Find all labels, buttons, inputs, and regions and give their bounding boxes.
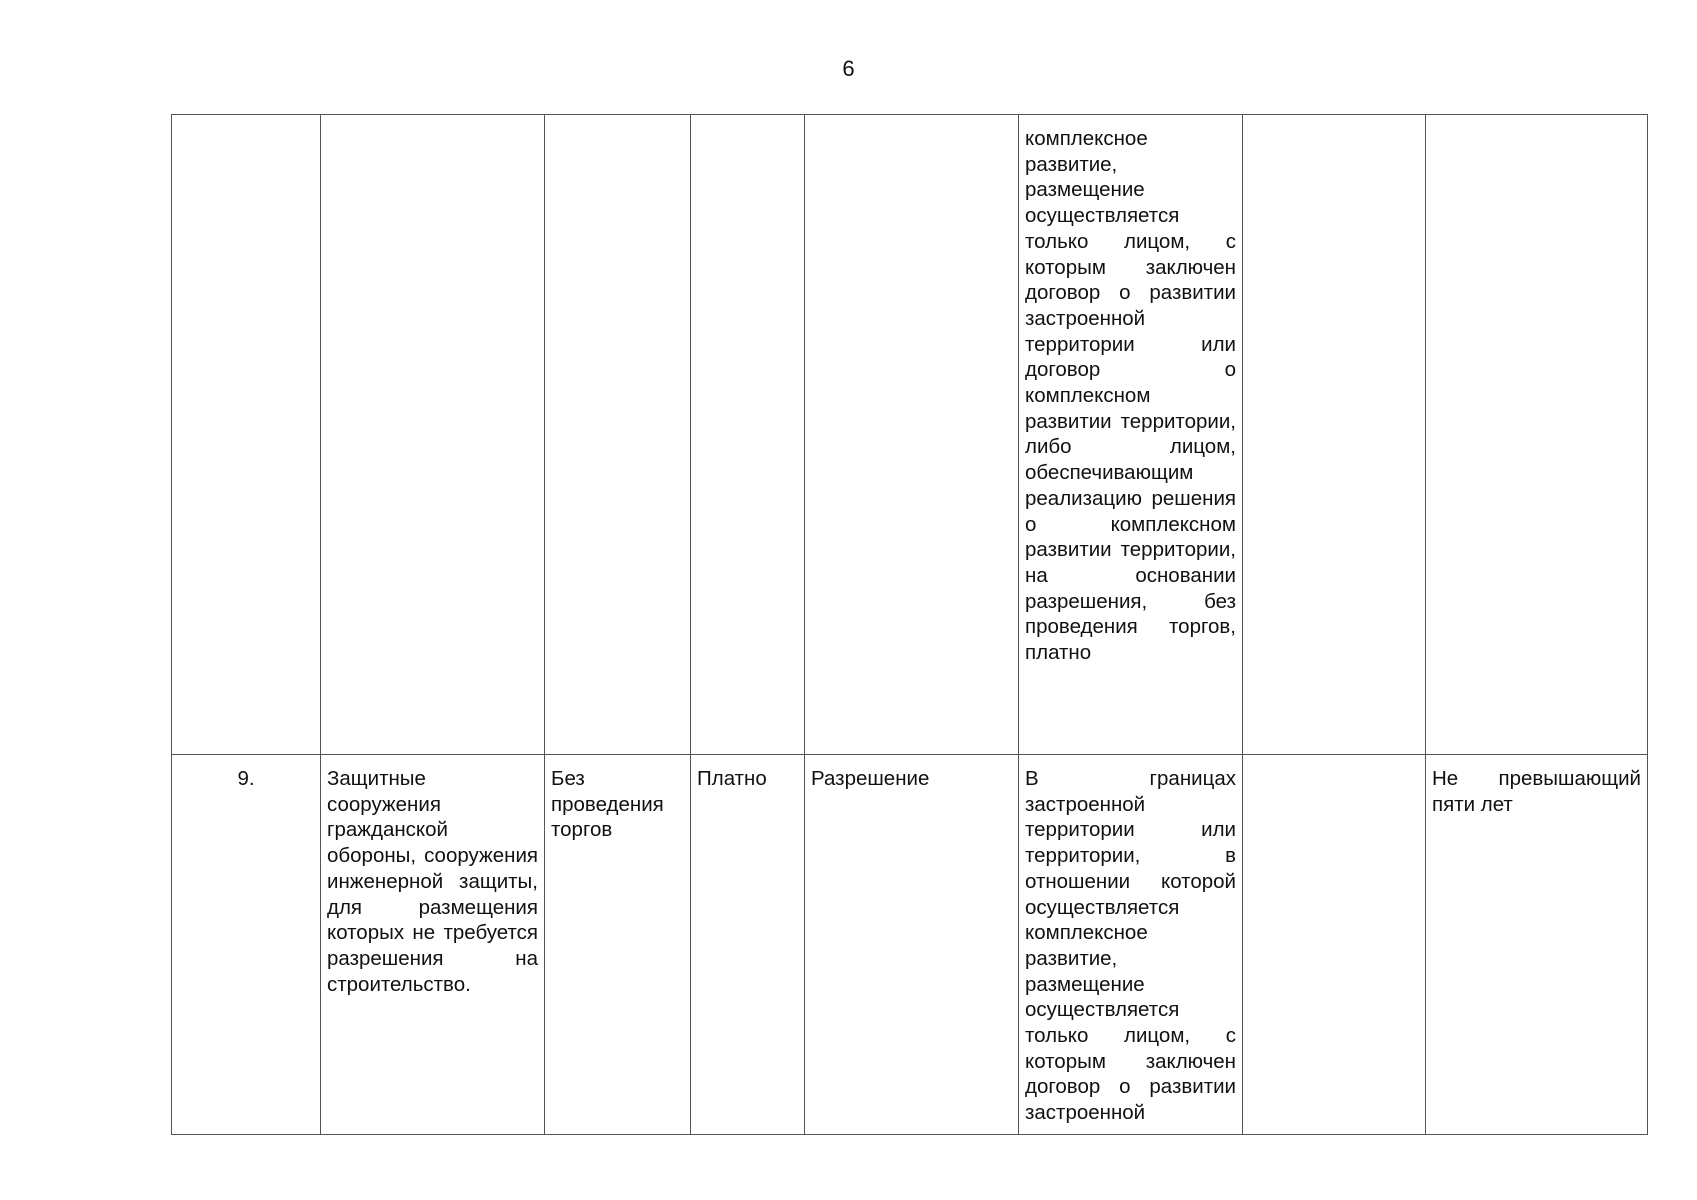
payment-text: Платно — [697, 767, 767, 790]
row-number-cell — [172, 755, 321, 1135]
conditions-cell — [1019, 755, 1243, 1135]
document-cell — [805, 115, 1019, 755]
procedure-text: Без проведения торгов — [551, 767, 664, 842]
payment-cell — [691, 755, 805, 1135]
regulation-table — [171, 114, 1648, 1135]
conditions-text: В границах застроенной территории или территории, в отношении которой осуществляется комплексное развитие, размещение осуществляется только лицом, с которым заключен договор о развитии застроенной — [1025, 767, 1236, 1125]
term-cell — [1426, 755, 1648, 1135]
conditions-cell — [1019, 115, 1243, 755]
procedure-cell — [545, 115, 691, 755]
row-number: 9. — [237, 767, 255, 790]
table-row — [172, 115, 1648, 755]
term-cell — [1426, 115, 1648, 755]
object-cell — [321, 755, 545, 1135]
table-row — [172, 755, 1648, 1135]
extra-cell — [1243, 115, 1426, 755]
term-text: Не превышающий пяти лет — [1432, 767, 1641, 816]
object-cell — [321, 115, 545, 755]
procedure-cell — [545, 755, 691, 1135]
row-number-cell — [172, 115, 321, 755]
document-cell — [805, 755, 1019, 1135]
payment-cell — [691, 115, 805, 755]
extra-cell — [1243, 755, 1426, 1135]
object-description: Защитные сооружения гражданской обороны, сооружения инженерной защиты, для размещения которых не требуется разрешения на строительство. — [327, 767, 538, 996]
page-number: 6 — [842, 56, 855, 81]
document-text: Разрешение — [811, 767, 930, 790]
conditions-text: комплексное развитие, размещение осуществляется только лицом, с которым заключен договор о развитии застроенной территории или договор о комплексном развитии территории, либо лицом, обеспечивающим реализацию решения о комплексном развитии территории, на основании разрешения, без проведения торгов, платно — [1025, 127, 1236, 665]
